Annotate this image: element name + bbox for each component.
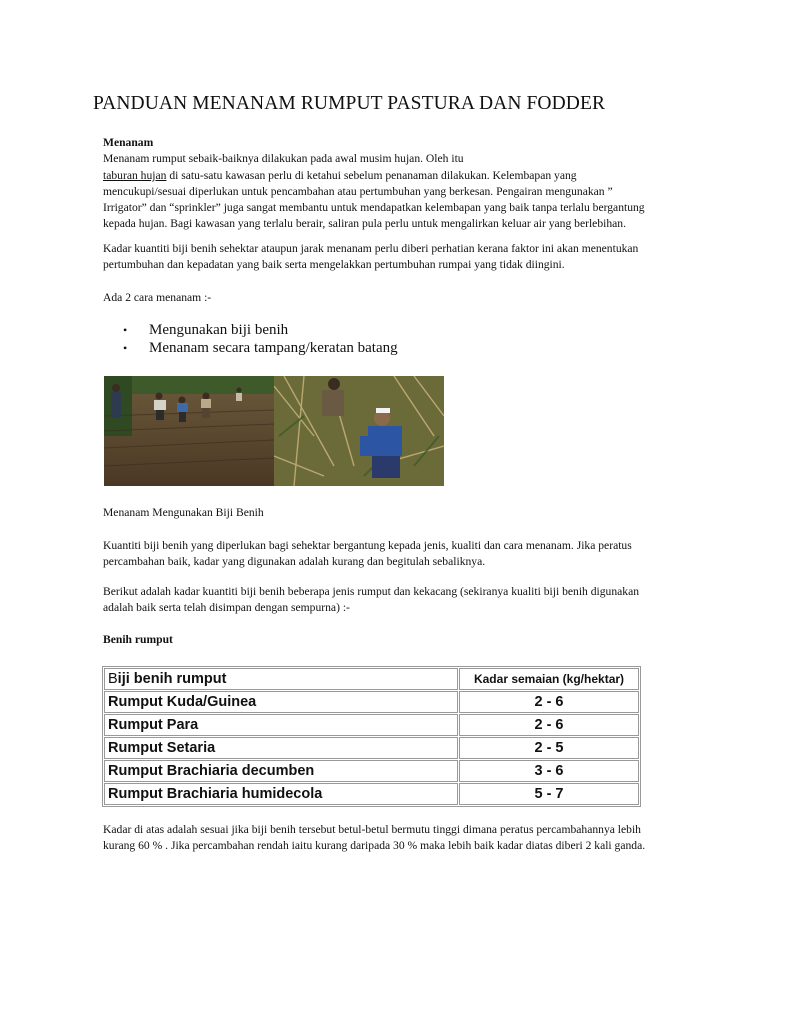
para5-line2: adalah baik serta telah disimpan dengan sempurna) :- xyxy=(103,601,350,615)
para1-line2-rest: di satu-satu kawasan perlu di ketahui sebelum penanaman dilakukan. Kelembapan yang xyxy=(166,168,577,182)
section-heading: Menanam xyxy=(103,136,154,149)
photo-caption-block xyxy=(103,505,713,521)
para3-text: Ada 2 cara menanam :- xyxy=(103,291,212,304)
list-item: • Menanam secara tampang/keratan batang xyxy=(103,339,398,357)
para5-line1: Berikut adalah kadar kuantiti biji benih beberapa jenis rumput dan kekacang (sekiranya kualiti biji benih digunakan xyxy=(103,585,640,598)
photo-planting-cuttings xyxy=(274,376,444,486)
cell-seed-name: Rumput Brachiaria decumben xyxy=(104,760,458,782)
seed-rate-table xyxy=(102,666,641,807)
cell-sowing-rate: 2 - 5 xyxy=(459,737,639,759)
planting-photos xyxy=(104,376,444,486)
cell-sowing-rate: 2 - 6 xyxy=(459,691,639,713)
para4-line1: Kuantiti biji benih yang diperlukan bagi sehektar bergantung kepada jenis, kualiti dan cara menanam. Jika peratus xyxy=(103,539,632,552)
cell-seed-name: Rumput Para xyxy=(104,714,458,736)
table-heading-block xyxy=(103,632,713,648)
rainfall-link[interactable]: taburan hujan xyxy=(103,168,167,182)
cell-sowing-rate: 5 - 7 xyxy=(459,783,639,805)
para1-line1: Menanam rumput sebaik-baiknya dilakukan pada awal musim hujan. Oleh itu xyxy=(103,152,464,166)
para4-line2: percambahan baik, kadar yang digunakan adalah kurang dan begitulah sebaliknya. xyxy=(103,555,486,569)
table-row xyxy=(104,737,639,759)
para6 xyxy=(103,822,723,855)
para4 xyxy=(103,538,713,571)
para1-line3: mencukupi/sesuai diperlukan untuk pencambahan atau pertumbuhan yang berkesan. Pengairan mengunakan ” xyxy=(103,184,613,198)
para6-line2: kurang 60 % . Jika percambahan rendah iaitu kurang daripada 30 % maka lebih baik kadar diatas diberi 2 kali ganda. xyxy=(103,839,646,853)
header-sowing-rate: Kadar semaian (kg/hektar) xyxy=(459,668,639,690)
planting-methods-list xyxy=(103,321,398,357)
para1-line5: kepada hujan. Bagi kawasan yang terlalu berair, saliran pula perlu untuk mengalirkan keluar air yang berlebihan. xyxy=(103,217,626,231)
table-row xyxy=(104,783,639,805)
page-title: PANDUAN MENANAM RUMPUT PASTURA DAN FODDER xyxy=(93,93,606,114)
photo-caption: Menanam Mengunakan Biji Benih xyxy=(103,506,264,519)
para1-line4: Irrigator” dan “sprinkler” juga sangat membantu untuk mendapatkan kelembapan yang baik tanpa terlalu bergantung xyxy=(103,201,645,215)
table-row xyxy=(104,691,639,713)
para3 xyxy=(103,290,713,306)
para2-line1: Kadar kuantiti biji benih sehektar ataupun jarak menanam perlu diberi perhatian kerana faktor ini akan menentukan xyxy=(103,242,639,255)
cell-sowing-rate: 3 - 6 xyxy=(459,760,639,782)
table-row xyxy=(104,760,639,782)
header-seed-type xyxy=(104,668,458,690)
table-row xyxy=(104,714,639,736)
cell-seed-name: Rumput Brachiaria humidecola xyxy=(104,783,458,805)
header-first-letter: B xyxy=(108,671,118,687)
cell-sowing-rate: 2 - 6 xyxy=(459,714,639,736)
para6-line1: Kadar di atas adalah sesuai jika biji benih tersebut betul-betul bermutu tinggi dimana peratus percambahannya lebih xyxy=(103,823,641,836)
para2 xyxy=(103,241,713,274)
cell-seed-name: Rumput Kuda/Guinea xyxy=(104,691,458,713)
table-heading: Benih rumput xyxy=(103,633,173,646)
header-seed-type-rest: iji benih rumput xyxy=(117,671,227,687)
list-item: • Mengunakan biji benih xyxy=(103,321,398,339)
para2-line2: pertumbuhan dan kepadatan yang baik serta mengelakkan pertumbuhan rumpai yang tidak diingini. xyxy=(103,258,565,272)
cell-seed-name: Rumput Setaria xyxy=(104,737,458,759)
table-header-row xyxy=(104,668,639,690)
section-menanam xyxy=(103,135,713,233)
para5 xyxy=(103,584,713,617)
photo-sowing-seeds xyxy=(104,376,274,486)
para1-line2 xyxy=(103,168,713,184)
